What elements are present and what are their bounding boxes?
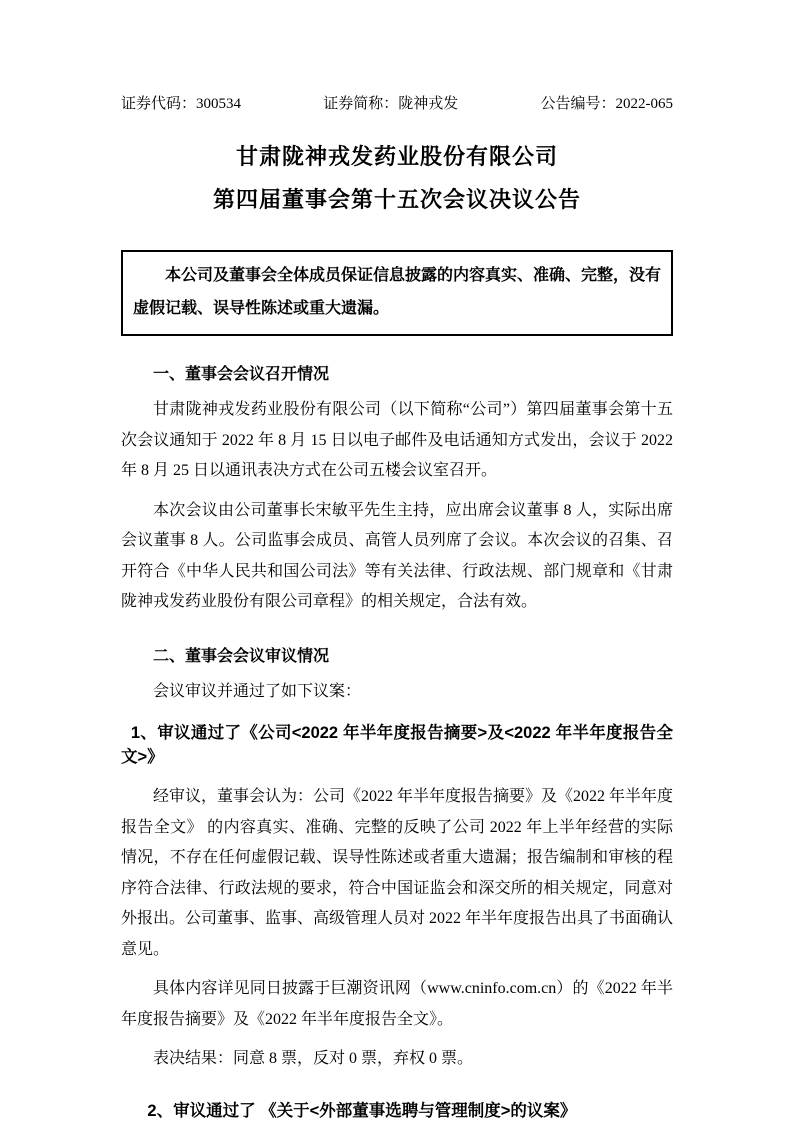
stock-short-name: 证券简称：陇神戎发 xyxy=(323,96,459,112)
section1-paragraph-1: 甘肃陇神戎发药业股份有限公司（以下简称“公司”）第四届董事会第十五次会议通知于 2022 年 8 月 15 日以电子邮件及电话通知方式发出，会议于 2022 年 8 月 25 日以通讯表决方式在公司五楼会议室召开。 xyxy=(121,401,673,479)
meeting-resolution-title: 第四届董事会第十五次会议决议公告 xyxy=(212,187,581,212)
agenda-item2-heading: 2、审议通过了 《关于<外部董事选聘与管理制度>的议案》 xyxy=(147,1101,577,1120)
section1-heading: 一、董事会会议召开情况 xyxy=(153,366,330,383)
disclaimer-text: 本公司及董事会全体成员保证信息披露的内容真实、准确、完整，没有虚假记载、误导性陈述或重大遗漏。 xyxy=(133,267,662,317)
stock-code: 证券代码：300534 xyxy=(121,96,242,112)
agenda-item1-paragraph-1: 经审议，董事会认为：公司《2022 年半年度报告摘要》及《2022 年半年度报告全文》 的内容真实、准确、完整的反映了公司 2022 年上半年经营的实际情况，不存在任何虚假记载、误导性陈述或者重大遗漏；报告编制和审核的程序符合法律、行政法规的要求，符合中国证监会和深交所的相关规定，同意对外报出。公司董事、监事、高级管理人员对 2022 年半年度报告出具了书面确认意见。 xyxy=(121,788,674,958)
agenda-item1-paragraph-2: 具体内容详见同日披露于巨潮资讯网（www.cninfo.com.cn）的《2022 年半年度报告摘要》及《2022 年半年度报告全文》。 xyxy=(121,980,673,1028)
announcement-number: 公告编号：2022-065 xyxy=(540,96,673,112)
company-name-title: 甘肃陇神戎发药业股份有限公司 xyxy=(235,144,558,169)
section1-paragraph-2: 本次会议由公司董事长宋敏平先生主持，应出席会议董事 8 人，实际出席会议董事 8 人。公司监事会成员、高管人员列席了会议。本次会议的召集、召开符合《中华人民共和国公司法》等有关法律、行政法规、部门规章和《甘肃陇神戎发药业股份有限公司章程》的相关规定，合法有效。 xyxy=(121,501,673,610)
agenda-item1-vote-result: 表决结果：同意 8 票，反对 0 票，弃权 0 票。 xyxy=(153,1050,474,1067)
document-header xyxy=(121,94,673,114)
disclaimer-box xyxy=(121,250,673,336)
agenda-item1-heading: 1、审议通过了《公司<2022 年半年度报告摘要>及<2022 年半年度报告全文>》 xyxy=(121,724,673,766)
section2-intro: 会议审议并通过了如下议案： xyxy=(153,682,362,700)
section2-heading: 二、董事会会议审议情况 xyxy=(153,647,330,665)
